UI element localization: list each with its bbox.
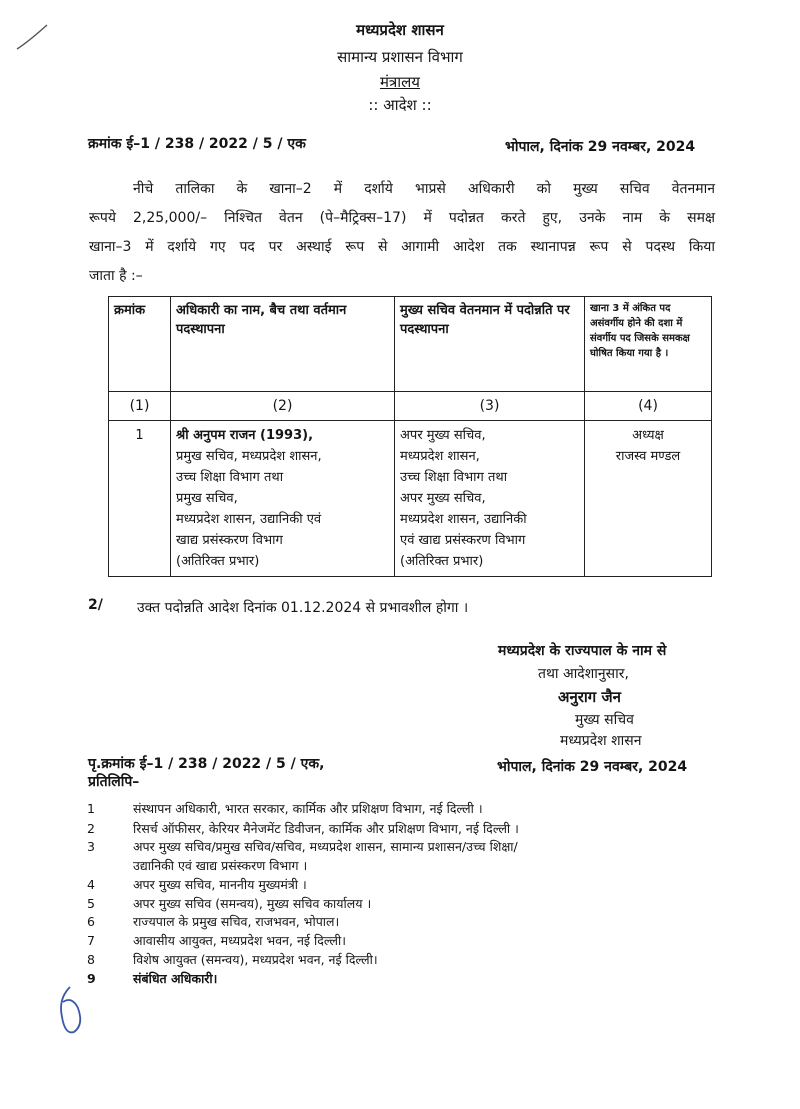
header-serial: क्रमांक (109, 297, 171, 392)
paragraph-line: जाता है :– (89, 268, 143, 284)
col-number: (3) (395, 392, 585, 421)
posting-line: मध्यप्रदेश शासन, (400, 449, 480, 464)
copy-label: प्रतिलिपि– (88, 774, 140, 790)
order-place-date: भोपाल, दिनांक 29 नवम्बर, 2024 (505, 139, 696, 155)
para2-number: 2/ (88, 597, 103, 613)
header-equivalent: खाना 3 में अंकित पद असंवर्गीय होने की दशा में संवर्गीय पद जिसके समकक्ष घोषित किया गया है । (585, 297, 712, 392)
equivalent-cell (585, 421, 712, 577)
posting-line: अपर मुख्य सचिव, (400, 491, 486, 506)
order-title: :: आदेश :: (368, 96, 432, 114)
col-number: (2) (171, 392, 395, 421)
govt-title: मध्यप्रदेश शासन (356, 21, 444, 39)
endorsement-place-date: भोपाल, दिनांक 29 नवम्बर, 2024 (497, 759, 688, 775)
posting-line: अपर मुख्य सचिव, (400, 428, 486, 443)
paragraph-line: खाना–3 में दर्शाये गए पद पर अस्थाई रूप से आगामी आदेश तक स्थानापन्न रूप से पदस्थ किया (89, 239, 715, 255)
paragraph-line: नीचे तालिका के खाना–2 में दर्शाये भाप्रसे अधिकारी को मुख्य सचिव वेतनमान (133, 181, 715, 197)
posting-cell (395, 421, 585, 577)
equivalent-line: राजस्व मण्डल (615, 449, 681, 464)
para2-text: उक्त पदोन्नति आदेश दिनांक 01.12.2024 से प्रभावशील होगा । (137, 600, 469, 616)
signature-order: तथा आदेशानुसार, (538, 666, 629, 682)
posting-line: एवं खाद्य प्रसंस्करण विभाग (400, 533, 526, 548)
col-number: (4) (585, 392, 712, 421)
officer-name: श्री अनुपम राजन (1993), (176, 428, 314, 443)
col-number: (1) (109, 392, 171, 421)
endorsement-number: पृ.क्रमांक ई–1 / 238 / 2022 / 5 / एक, (88, 756, 325, 772)
officer-line: प्रमुख सचिव, मध्यप्रदेश शासन, (176, 449, 322, 464)
table-number-row (109, 392, 712, 421)
signatory-office: मध्यप्रदेश शासन (560, 733, 642, 749)
posting-table (108, 296, 712, 577)
table-row (109, 421, 712, 577)
header-posting: मुख्य सचिव वेतनमान में पदोन्नति पर पदस्थापना (395, 297, 585, 392)
signatory-name: अनुराग जैन (558, 688, 621, 706)
signature-authority: मध्यप्रदेश के राज्यपाल के नाम से (498, 643, 667, 659)
posting-line: (अतिरिक्त प्रभार) (400, 554, 484, 569)
header-officer: अधिकारी का नाम, बैच तथा वर्तमान पदस्थापना (171, 297, 395, 392)
officer-line: खाद्य प्रसंस्करण विभाग (176, 533, 283, 548)
row-serial: 1 (109, 421, 171, 577)
paragraph-line: रूपये 2,25,000/– निश्चित वेतन (पे–मैट्रिक्स–17) में पदोन्नत करते हुए, उनके नाम के समक्ष (89, 210, 715, 226)
equivalent-line: अध्यक्ष (632, 428, 664, 443)
officer-line: प्रमुख सचिव, (176, 491, 238, 506)
pen-mark-margin (54, 984, 88, 1042)
table-header-row (109, 297, 712, 392)
officer-line: मध्यप्रदेश शासन, उद्यानिकी एवं (176, 512, 322, 527)
ministry-title: मंत्रालय (379, 73, 420, 91)
order-number: क्रमांक ई–1 / 238 / 2022 / 5 / एक (88, 136, 306, 152)
officer-line: (अतिरिक्त प्रभार) (176, 554, 260, 569)
posting-line: मध्यप्रदेश शासन, उद्यानिकी (400, 512, 527, 527)
posting-line: उच्च शिक्षा विभाग तथा (400, 470, 508, 485)
signatory-designation: मुख्य सचिव (575, 712, 634, 728)
department-title: सामान्य प्रशासन विभाग (337, 48, 463, 66)
officer-cell (171, 421, 395, 577)
officer-line: उच्च शिक्षा विभाग तथा (176, 470, 284, 485)
